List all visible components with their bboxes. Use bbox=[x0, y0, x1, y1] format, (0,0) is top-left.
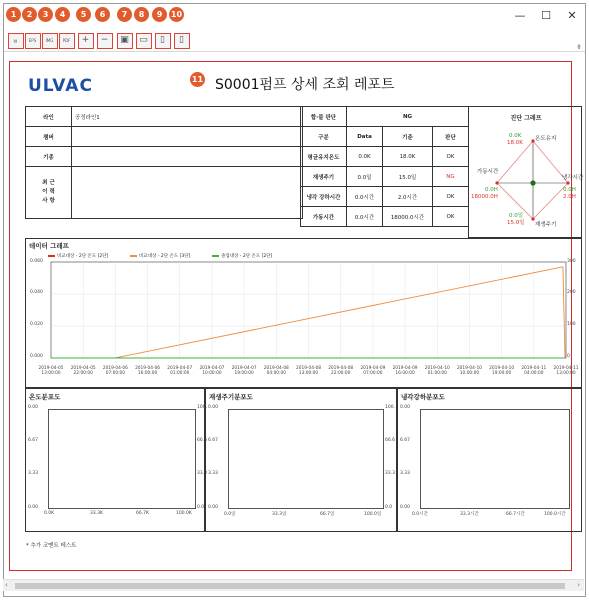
legend-label: 비교대상 - 2단 온도 [3단] bbox=[139, 254, 191, 259]
marker-10: 10 bbox=[169, 7, 184, 22]
diag-top-red: 18.0K bbox=[507, 140, 523, 146]
x-tick: 33.3K bbox=[90, 511, 103, 516]
zoom-in-button[interactable] bbox=[78, 33, 94, 49]
table-row bbox=[301, 187, 469, 207]
chamber-label: 챔버 bbox=[26, 127, 72, 147]
marker-11: 11 bbox=[190, 72, 205, 87]
diag-bottom-green: 0.0일 bbox=[509, 213, 524, 219]
x-tick: 100.0시간 bbox=[544, 512, 566, 517]
y2-tick: 0 bbox=[567, 354, 570, 359]
x-tick: 100.0일 bbox=[364, 512, 382, 517]
y2-tick: 200 bbox=[567, 290, 576, 295]
diagnosis-graph bbox=[468, 106, 582, 238]
title-bar bbox=[4, 4, 585, 30]
diag-top-green: 0.0K bbox=[509, 133, 522, 139]
y2-tick: 33.3 bbox=[385, 471, 396, 476]
row-result: OK bbox=[433, 187, 469, 207]
dist-title: 온도분포도 bbox=[29, 393, 61, 401]
row-data: 0.0시간 bbox=[347, 207, 383, 227]
maximize-button[interactable]: ☐ bbox=[541, 9, 551, 22]
row-result: OK bbox=[433, 147, 469, 167]
x-tick: 66.7일 bbox=[320, 512, 335, 517]
close-button[interactable]: ✕ bbox=[567, 9, 577, 22]
cooling-time-distribution bbox=[397, 388, 582, 532]
x-tick: 2019-04-08 22:00:00 bbox=[328, 366, 354, 376]
legend-label: 비교대상 - 2단 온도 [2단] bbox=[57, 254, 109, 259]
print-button[interactable] bbox=[8, 33, 24, 49]
x-tick: 2019-04-05 13:00:00 bbox=[38, 366, 64, 376]
marker-8: 8 bbox=[134, 7, 149, 22]
history-value bbox=[72, 167, 303, 219]
x-tick: 0.0K bbox=[44, 511, 55, 516]
horizontal-scrollbar[interactable] bbox=[3, 579, 584, 591]
two-page-button[interactable] bbox=[174, 33, 190, 49]
diagnosis-title: 진단 그래프 bbox=[510, 115, 542, 122]
x-tick: 2019-04-11 04:00:00 bbox=[521, 366, 547, 376]
x-tick: 100.0K bbox=[176, 511, 192, 516]
judge-head-label: 합·불 판단 bbox=[301, 107, 347, 127]
diag-right-name: 냉각시간 bbox=[562, 175, 584, 181]
x-tick: 2019-04-07 01:00:00 bbox=[167, 366, 193, 376]
data-graph bbox=[25, 238, 582, 388]
series-line bbox=[563, 267, 565, 358]
fit-page-button[interactable] bbox=[117, 33, 133, 49]
marker-9: 9 bbox=[152, 7, 167, 22]
y2-tick: 100 bbox=[567, 322, 576, 327]
col-header: 판단 bbox=[433, 127, 469, 147]
fit-width-icon: ▭ bbox=[139, 35, 148, 45]
row-data: 0.0일 bbox=[347, 167, 383, 187]
y-tick: 3.33 bbox=[208, 471, 219, 476]
x-tick: 2019-04-06 07:00:00 bbox=[102, 366, 128, 376]
series-line bbox=[51, 267, 563, 358]
y-tick: 0.020 bbox=[30, 322, 43, 327]
page-title: S0001펌프 상세 조회 레포트 bbox=[215, 77, 395, 93]
fit-page-icon: ▣ bbox=[120, 35, 129, 45]
zoom-out-icon: − bbox=[100, 35, 109, 45]
judgement-table bbox=[300, 106, 469, 227]
regen-cycle-distribution bbox=[205, 388, 397, 532]
table-row bbox=[301, 207, 469, 227]
col-header: 기준 bbox=[383, 127, 433, 147]
comment-text: * 추가 코멘트 테스트 bbox=[26, 543, 77, 549]
y-tick: 0.00 bbox=[28, 405, 39, 410]
row-data: 0.0시간 bbox=[347, 187, 383, 207]
x-tick: 2019-04-09 16:00:00 bbox=[392, 366, 418, 376]
two-page-icon: ▯ bbox=[179, 35, 184, 45]
col-header: 구분 bbox=[301, 127, 347, 147]
x-tick: 66.7시간 bbox=[506, 512, 525, 517]
y-tick: 0.060 bbox=[30, 259, 43, 264]
export-pdf-button[interactable] bbox=[59, 33, 75, 49]
diag-bottom-red: 15.0일 bbox=[507, 220, 525, 226]
marker-1: 1 bbox=[6, 7, 21, 22]
y-tick: 0.040 bbox=[30, 290, 43, 295]
diag-left-green: 0.0H bbox=[485, 187, 498, 193]
x-tick: 0.0시간 bbox=[412, 512, 428, 517]
x-tick: 2019-04-06 16:00:00 bbox=[135, 366, 161, 376]
dist-title: 재생주기분포도 bbox=[209, 393, 253, 401]
y-tick: 0.00 bbox=[400, 505, 411, 510]
row-result: OK bbox=[433, 207, 469, 227]
table-row bbox=[301, 167, 469, 187]
x-tick: 33.3일 bbox=[272, 512, 287, 517]
y-tick: 0.00 bbox=[28, 505, 39, 510]
row-name: 냉각 강하시간 bbox=[301, 187, 347, 207]
y-tick: 0.00 bbox=[208, 405, 219, 410]
model-value bbox=[72, 147, 303, 167]
line-label: 라인 bbox=[26, 107, 72, 127]
diag-right-green: 0.0H bbox=[563, 187, 576, 193]
single-page-icon: ▯ bbox=[160, 35, 165, 45]
row-result: NG bbox=[433, 167, 469, 187]
y2-tick: 33.3 bbox=[197, 471, 208, 476]
y2-tick: 100. bbox=[385, 405, 396, 410]
x-tick: 66.7K bbox=[136, 511, 149, 516]
diag-bottom-name: 재생주기 bbox=[535, 222, 557, 228]
x-tick: 2019-04-09 07:00:00 bbox=[360, 366, 386, 376]
x-tick: 2019-04-11 13:00:00 bbox=[553, 366, 579, 376]
ulvac-logo: ULVAC bbox=[28, 76, 93, 96]
y-tick: 0.000 bbox=[30, 354, 43, 359]
scroll-thumb[interactable] bbox=[15, 583, 565, 589]
y2-tick: 66.6 bbox=[197, 438, 208, 443]
diag-top-name: 온도유지 bbox=[535, 136, 557, 142]
legend-label: 졸업대상 - 2단 온도 [2단] bbox=[221, 254, 273, 259]
marker-6: 6 bbox=[95, 7, 110, 22]
marker-4: 4 bbox=[55, 7, 70, 22]
y2-tick: 100. bbox=[197, 405, 208, 410]
row-std: 18.0K bbox=[383, 147, 433, 167]
minimize-button[interactable]: — bbox=[514, 9, 526, 22]
x-tick: 2019-04-05 22:00:00 bbox=[70, 366, 96, 376]
x-tick: 2019-04-07 19:00:00 bbox=[231, 366, 257, 376]
zoom-in-icon: + bbox=[81, 35, 90, 45]
zoom-out-button[interactable] bbox=[97, 33, 113, 49]
y-tick: 3.33 bbox=[28, 471, 39, 476]
y-tick: 0.00 bbox=[400, 405, 411, 410]
x-tick: 2019-04-08 04:00:00 bbox=[263, 366, 289, 376]
x-tick: 33.3시간 bbox=[460, 512, 479, 517]
y2-tick: 300 bbox=[567, 259, 576, 264]
report-page bbox=[9, 61, 584, 571]
row-data: 0.0K bbox=[347, 147, 383, 167]
diag-left-red: 18000.0H bbox=[471, 194, 498, 200]
y2-tick: 0.0 bbox=[385, 505, 393, 510]
fit-width-button[interactable] bbox=[136, 33, 152, 49]
row-name: 평균유지온도 bbox=[301, 147, 347, 167]
table-row bbox=[301, 147, 469, 167]
y-tick: 6.67 bbox=[28, 438, 39, 443]
x-tick: 2019-04-10 01:00:00 bbox=[424, 366, 450, 376]
marker-5: 5 bbox=[76, 7, 91, 22]
export-eps-button[interactable] bbox=[25, 33, 41, 49]
x-tick: 2019-04-08 13:00:00 bbox=[296, 366, 321, 376]
y-tick: 0.00 bbox=[208, 505, 219, 510]
col-header: Data bbox=[347, 127, 383, 147]
x-tick: 2019-04-07 10:00:00 bbox=[199, 366, 225, 376]
row-std: 18000.0시간 bbox=[383, 207, 433, 227]
model-label: 기종 bbox=[26, 147, 72, 167]
scroll-right-icon[interactable]: › bbox=[577, 581, 580, 589]
diag-right-red: 2.0H bbox=[563, 194, 576, 200]
y-tick: 6.67 bbox=[400, 438, 411, 443]
x-tick: 2019-04-10 19:00:00 bbox=[489, 366, 515, 376]
x-tick: 0.0일 bbox=[224, 512, 236, 517]
export-image-button[interactable] bbox=[42, 33, 58, 49]
y2-tick: 66.6 bbox=[385, 438, 396, 443]
toolbar bbox=[4, 32, 585, 52]
scroll-left-icon[interactable]: ‹ bbox=[5, 581, 8, 589]
chamber-value bbox=[72, 127, 303, 147]
printer-icon: ▤ bbox=[13, 38, 18, 43]
row-std: 2.0시간 bbox=[383, 187, 433, 207]
dist-plot bbox=[48, 409, 196, 509]
y2-tick: 0.0 bbox=[197, 505, 205, 510]
y-tick: 3.33 bbox=[400, 471, 411, 476]
history-label: 최 근 이 력 사 항 bbox=[26, 167, 72, 219]
row-name: 재생주기 bbox=[301, 167, 347, 187]
export-pdf-icon: EPS bbox=[28, 38, 37, 43]
y-tick: 6.67 bbox=[208, 438, 219, 443]
row-name: 가동시간 bbox=[301, 207, 347, 227]
dist-plot bbox=[420, 409, 570, 509]
export-image-icon: IMG bbox=[45, 38, 54, 43]
diag-left-name: 가동시간 bbox=[477, 169, 499, 175]
x-tick: 2019-04-10 10:00:00 bbox=[456, 366, 482, 376]
marker-3: 3 bbox=[38, 7, 53, 22]
single-page-button[interactable] bbox=[155, 33, 171, 49]
row-std: 15.0일 bbox=[383, 167, 433, 187]
data-graph-title: 데이터 그래프 bbox=[29, 242, 69, 250]
dist-title: 냉각강하분포도 bbox=[401, 393, 445, 401]
info-table bbox=[25, 106, 303, 219]
page-down-icon[interactable]: ⇟ bbox=[576, 43, 582, 51]
pdf-icon: PDF bbox=[62, 38, 71, 43]
marker-7: 7 bbox=[117, 7, 132, 22]
dist-plot bbox=[228, 409, 384, 509]
judge-head-value: NG bbox=[347, 107, 469, 127]
line-value: 공정라인1 bbox=[72, 107, 303, 127]
temperature-distribution bbox=[25, 388, 208, 532]
marker-2: 2 bbox=[22, 7, 37, 22]
